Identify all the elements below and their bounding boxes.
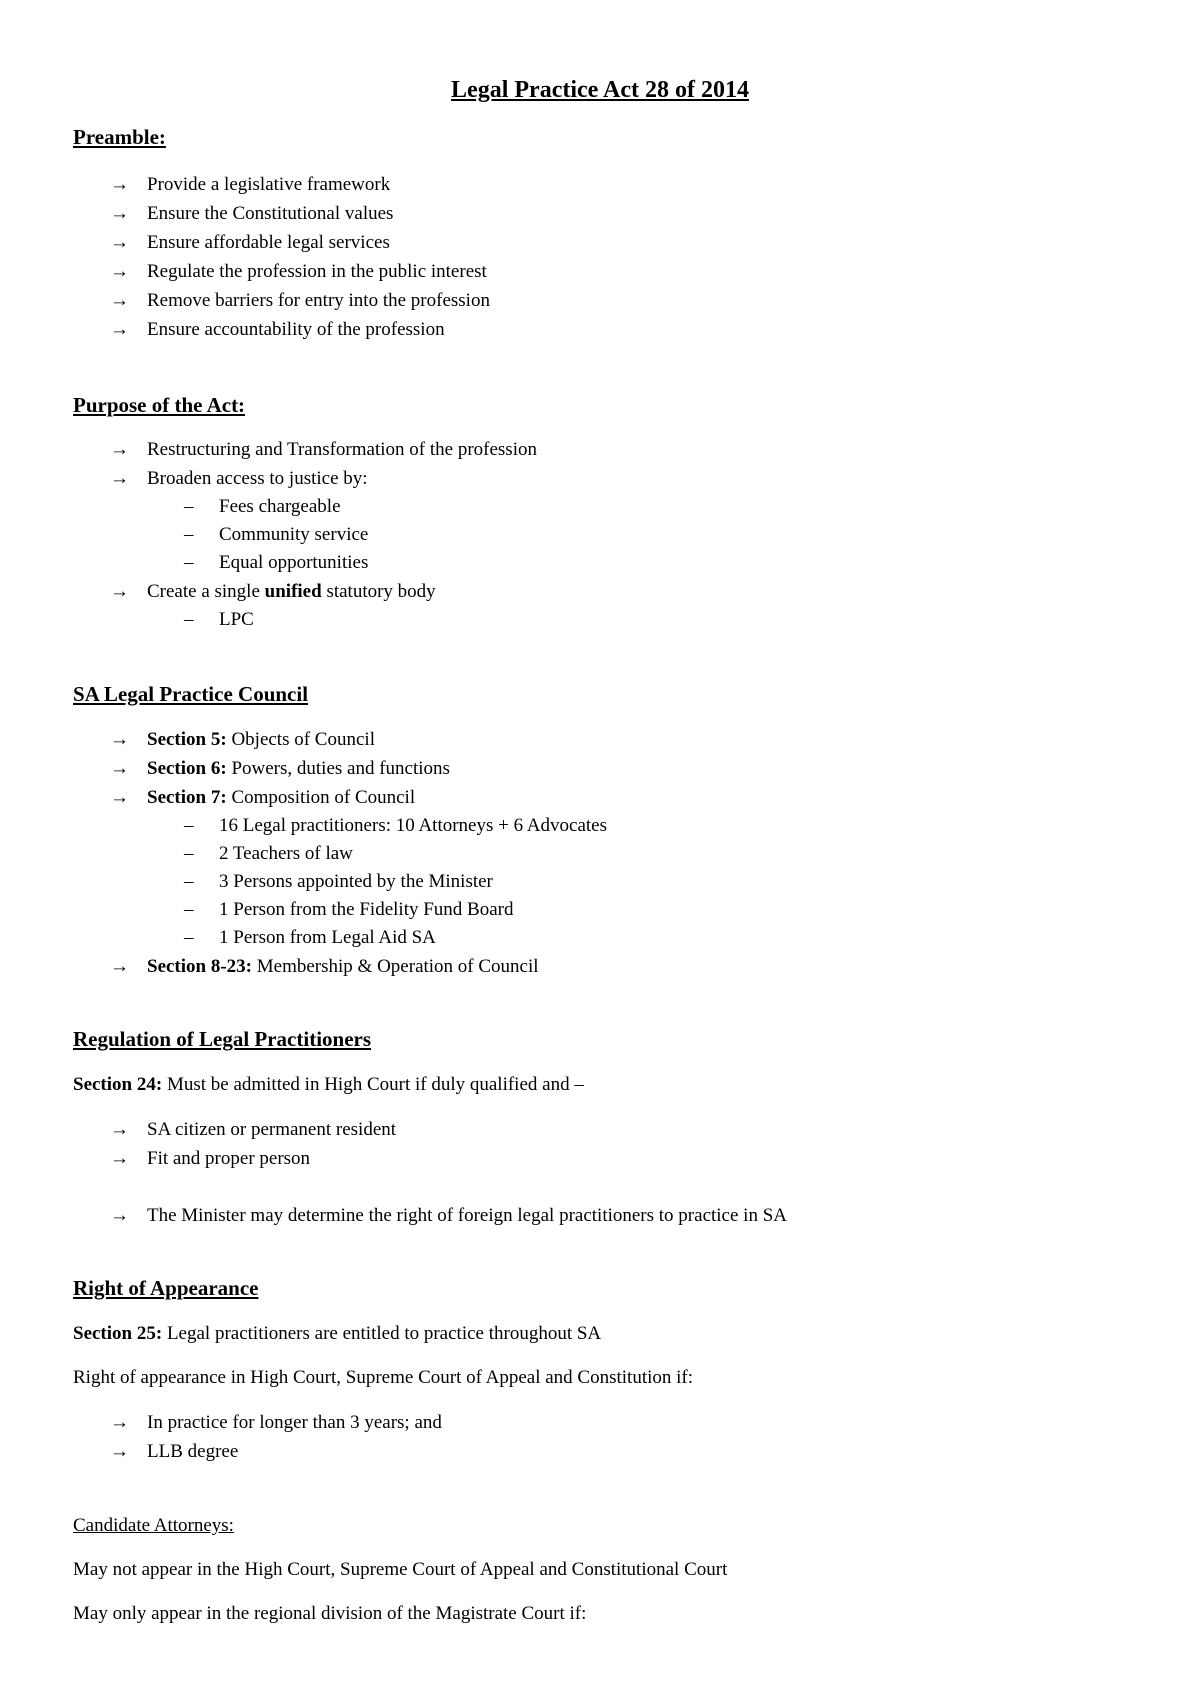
bullet-item: → Regulate the profession in the public interest <box>110 261 487 282</box>
arrow-icon: → <box>110 319 129 340</box>
bullet-item: → Section 8-23: Membership & Operation of Council <box>110 956 539 977</box>
bullet-item: → In practice for longer than 3 years; and <box>110 1412 442 1433</box>
bullet-item: → Ensure the Constitutional values <box>110 203 394 224</box>
sub-bullet-item: – 1 Person from the Fidelity Fund Board <box>184 899 514 920</box>
bullet-item: → Restructuring and Transformation of the profession <box>110 439 537 460</box>
bullet-item: → Section 7: Composition of Council <box>110 787 416 808</box>
arrow-icon: → <box>110 729 129 750</box>
arrow-icon: → <box>110 1205 129 1226</box>
candidate-paragraph-1: May not appear in the High Court, Supreme Court of Appeal and Constitutional Court <box>73 1559 728 1580</box>
arrow-icon: → <box>110 956 129 977</box>
sub-bullet-item: – 2 Teachers of law <box>184 843 353 864</box>
arrow-icon: → <box>110 758 129 779</box>
arrow-icon: → <box>110 1441 129 1462</box>
sub-bullet-item: – 1 Person from Legal Aid SA <box>184 927 436 948</box>
arrow-icon: → <box>110 439 129 460</box>
candidate-paragraph-2: May only appear in the regional division of the Magistrate Court if: <box>73 1603 587 1624</box>
arrow-icon: → <box>110 261 129 282</box>
dash-icon: – <box>184 871 194 892</box>
heading-candidate-attorneys: Candidate Attorneys: <box>73 1515 234 1536</box>
heading-council: SA Legal Practice Council <box>73 682 309 706</box>
bullet-item: → Section 6: Powers, duties and functions <box>110 758 450 779</box>
heading-purpose: Purpose of the Act: <box>73 393 246 417</box>
section-25-paragraph: Section 25: Legal practitioners are entitled to practice throughout SA <box>73 1323 602 1344</box>
sub-bullet-item: – Community service <box>184 524 369 545</box>
bullet-item: → Provide a legislative framework <box>110 174 391 195</box>
arrow-icon: → <box>110 290 129 311</box>
sub-bullet-item: – 3 Persons appointed by the Minister <box>184 871 493 892</box>
dash-icon: – <box>184 524 194 545</box>
heading-appearance: Right of Appearance <box>73 1276 259 1300</box>
arrow-icon: → <box>110 1119 129 1140</box>
bullet-item: → SA citizen or permanent resident <box>110 1119 397 1140</box>
bullet-item: → LLB degree <box>110 1441 239 1462</box>
dash-icon: – <box>184 609 194 630</box>
dash-icon: – <box>184 899 194 920</box>
arrow-icon: → <box>110 203 129 224</box>
dash-icon: – <box>184 927 194 948</box>
arrow-icon: → <box>110 1148 129 1169</box>
sub-bullet-item: – 16 Legal practitioners: 10 Attorneys + 6 Advocates <box>184 815 607 836</box>
dash-icon: – <box>184 496 194 517</box>
document-title: Legal Practice Act 28 of 2014 <box>451 77 749 103</box>
arrow-icon: → <box>110 174 129 195</box>
bullet-item: → The Minister may determine the right of foreign legal practitioners to practice in SA <box>110 1205 787 1226</box>
bullet-item: → Ensure accountability of the profession <box>110 319 445 340</box>
heading-regulation: Regulation of Legal Practitioners <box>73 1027 372 1051</box>
sub-bullet-item: – LPC <box>184 609 254 630</box>
dash-icon: – <box>184 815 194 836</box>
sub-bullet-item: – Fees chargeable <box>184 496 341 517</box>
bullet-item: → Ensure affordable legal services <box>110 232 390 253</box>
arrow-icon: → <box>110 787 129 808</box>
arrow-icon: → <box>110 232 129 253</box>
dash-icon: – <box>184 843 194 864</box>
bullet-item: → Remove barriers for entry into the profession <box>110 290 490 311</box>
section-24-paragraph: Section 24: Must be admitted in High Court if duly qualified and – <box>73 1074 584 1095</box>
bullet-item: → Broaden access to justice by: <box>110 468 368 489</box>
appearance-conditions-paragraph: Right of appearance in High Court, Supreme Court of Appeal and Constitution if: <box>73 1367 694 1388</box>
bullet-item: → Fit and proper person <box>110 1148 311 1169</box>
bullet-item: → Create a single unified statutory body <box>110 581 436 602</box>
arrow-icon: → <box>110 468 129 489</box>
heading-preamble: Preamble: <box>73 125 166 149</box>
arrow-icon: → <box>110 581 129 602</box>
sub-bullet-item: – Equal opportunities <box>184 552 369 573</box>
bullet-item: → Section 5: Objects of Council <box>110 729 375 750</box>
arrow-icon: → <box>110 1412 129 1433</box>
dash-icon: – <box>184 552 194 573</box>
